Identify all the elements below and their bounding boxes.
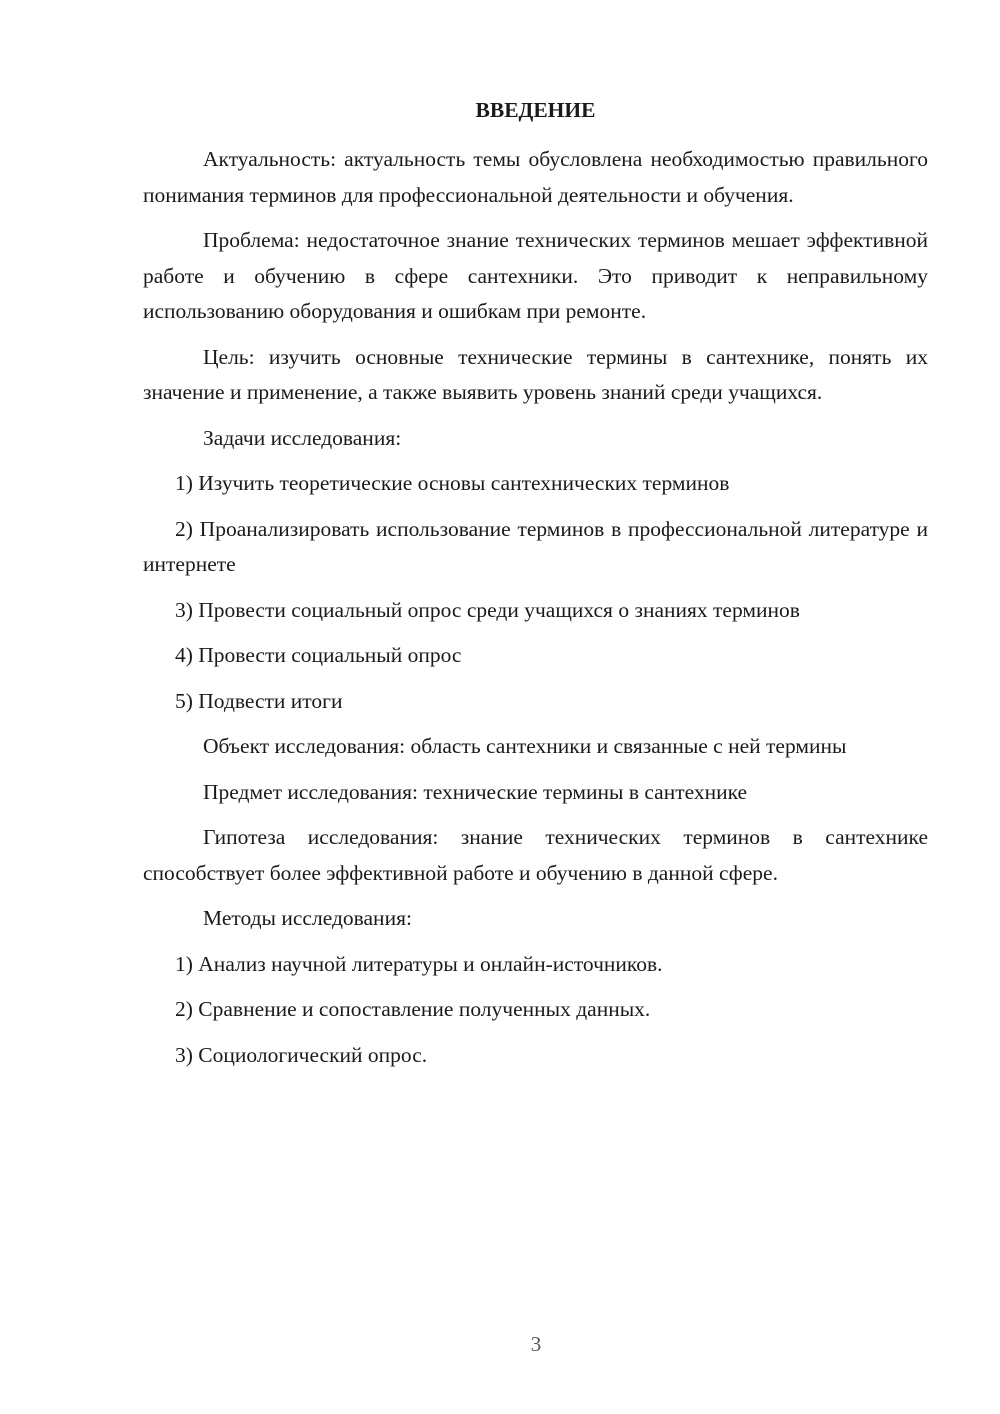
list-item: 1) Изучить теоретические основы сантехнических терминов: [175, 471, 730, 495]
document-page: [143, 92, 928, 1083]
problem-paragraph: Проблема: недостаточное знание технических терминов мешает эффективной работе и обучению в сфере сантехники. Это приводит к неправильному использованию оборудования и ошибкам при ремонте.: [143, 228, 928, 323]
list-item: 3) Провести социальный опрос среди учащихся о знаниях терминов: [175, 597, 800, 622]
list-item: 3) Социологический опрос.: [175, 1042, 428, 1067]
goal-paragraph: Цель: изучить основные технические термины в сантехнике, понять их значение и применение, а также выявить уровень знаний среди учащихся.: [143, 344, 928, 404]
tasks-heading: Задачи исследования:: [203, 425, 402, 450]
list-item: 1) Анализ научной литературы и онлайн-источников.: [175, 951, 663, 976]
hypothesis-paragraph: Гипотеза исследования: знание технических терминов в сантехнике способствует более эффективной работе и обучению в данной сфере.: [143, 825, 928, 885]
relevance-paragraph: Актуальность: актуальность темы обусловлена необходимостью правильного понимания терминов для профессиональной деятельности и обучения.: [143, 147, 928, 207]
list-item: 4) Провести социальный опрос: [175, 643, 462, 667]
list-item: 5) Подвести итоги: [175, 688, 343, 713]
methods-heading: Методы исследования:: [203, 906, 412, 930]
subject-paragraph: Предмет исследования: технические термины в сантехнике: [203, 779, 748, 804]
list-item: 2) Сравнение и сопоставление полученных данных.: [175, 997, 651, 1021]
tasks-list: [143, 466, 928, 719]
list-item: 2) Проанализировать использование терминов в профессиональной литературе и интернете: [143, 516, 928, 576]
section-title: ВВЕДЕНИЕ: [475, 98, 596, 122]
object-paragraph: Объект исследования: область сантехники и связанные с ней термины: [203, 734, 847, 758]
methods-list: [143, 947, 928, 1074]
page-number: 3: [530, 1332, 542, 1356]
